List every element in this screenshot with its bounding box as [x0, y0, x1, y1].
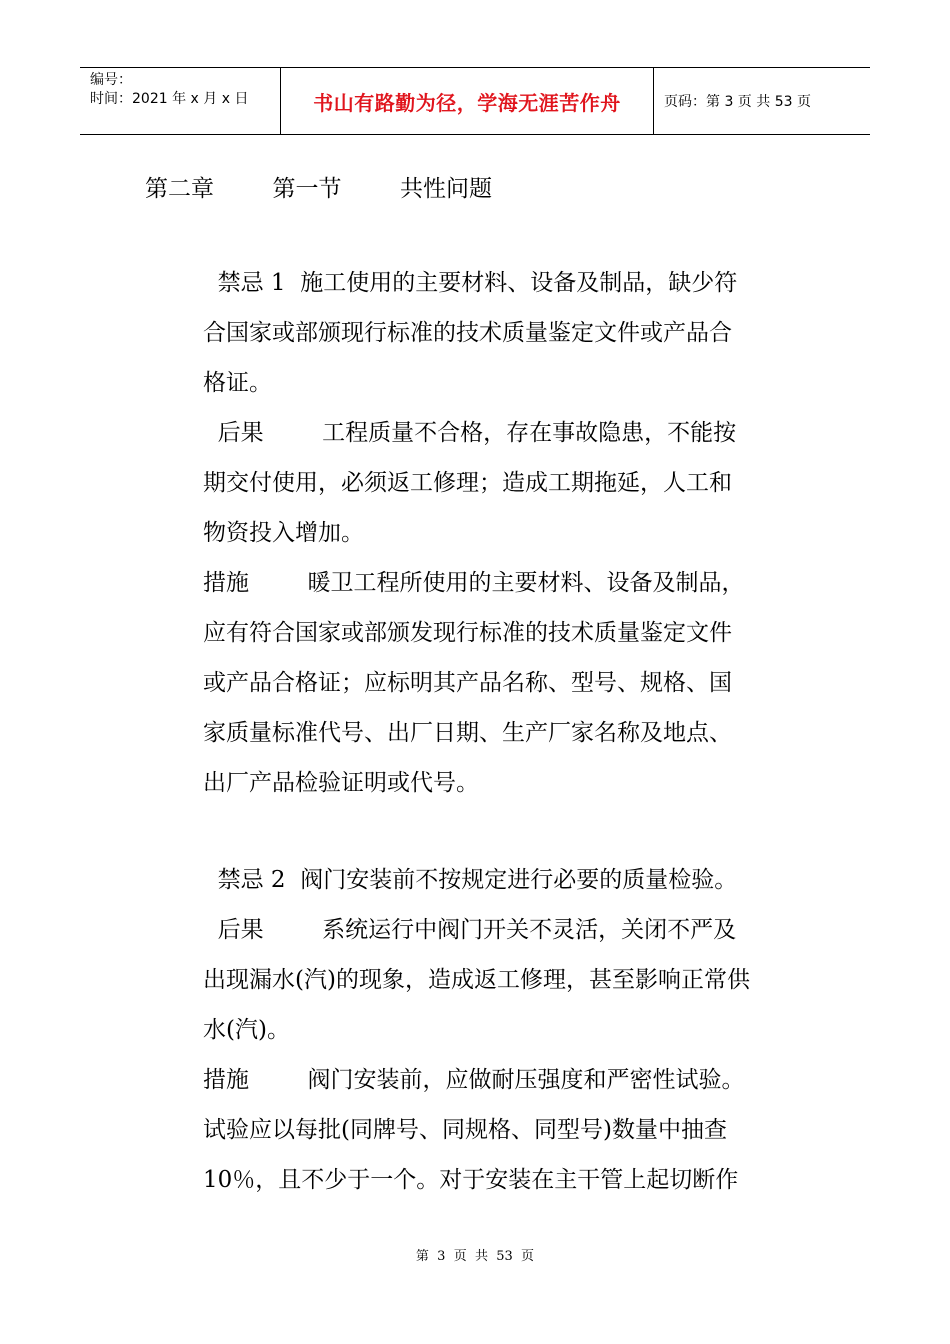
text-line: 后果 系统运行中阀门开关不灵活，关闭不严及: [203, 917, 737, 943]
text-line: 后果 工程质量不合格，存在事故隐患，不能按: [203, 420, 737, 446]
document-date-label: 时间：2021 年 x 月 x 日: [90, 91, 249, 107]
document-header: [80, 67, 870, 135]
text-line: 禁忌 2 阀门安装前不按规定进行必要的质量检验。: [203, 867, 738, 893]
text-line: 合国家或部颁现行标准的技术质量鉴定文件或产品合: [203, 320, 732, 346]
text-line: 出现漏水(汽)的现象，造成返工修理，甚至影响正常供: [203, 967, 750, 993]
chapter-heading: 第二章 第一节 共性问题: [145, 176, 492, 202]
text-line: 水(汽)。: [203, 1017, 290, 1043]
page-footer: 第 3 页 共 53 页: [415, 1249, 535, 1264]
text-line: 家质量标准代号、出厂日期、生产厂家名称及地点、: [203, 720, 732, 746]
text-line: 格证。: [203, 370, 272, 396]
header-motto: 书山有路勤为径，学海无涯苦作舟: [313, 90, 621, 115]
taboo-1-measure: [203, 558, 809, 808]
text-line: 期交付使用，必须返工修理；造成工期拖延，人工和: [203, 470, 732, 496]
header-motto-cell: [281, 68, 654, 134]
text-line: 10％，且不少于一个。对于安装在主干管上起切断作: [203, 1167, 739, 1193]
text-line: 禁忌 1 施工使用的主要材料、设备及制品，缺少符: [203, 270, 738, 296]
text-line: 物资投入增加。: [203, 520, 364, 546]
taboo-2-measure: [203, 1055, 809, 1205]
header-page-info: 页码：第 3 页 共 53 页: [664, 94, 811, 110]
taboo-2-paragraph: [203, 855, 809, 905]
taboo-2-consequence: [203, 905, 809, 1055]
taboo-1-paragraph: [203, 258, 809, 408]
text-line: 试验应以每批(同牌号、同规格、同型号)数量中抽查: [203, 1117, 727, 1143]
text-line: 出厂产品检验证明或代号。: [203, 770, 479, 796]
document-number-label: 编号：: [90, 72, 132, 88]
text-line: 措施 暖卫工程所使用的主要材料、设备及制品，: [203, 570, 745, 596]
taboo-1-consequence: [203, 408, 809, 558]
header-meta: [80, 68, 281, 134]
text-line: 措施 阀门安装前，应做耐压强度和严密性试验。: [203, 1067, 745, 1093]
text-line: 应有符合国家或部颁发现行标准的技术质量鉴定文件: [203, 620, 732, 646]
text-line: 或产品合格证；应标明其产品名称、型号、规格、国: [203, 670, 732, 696]
